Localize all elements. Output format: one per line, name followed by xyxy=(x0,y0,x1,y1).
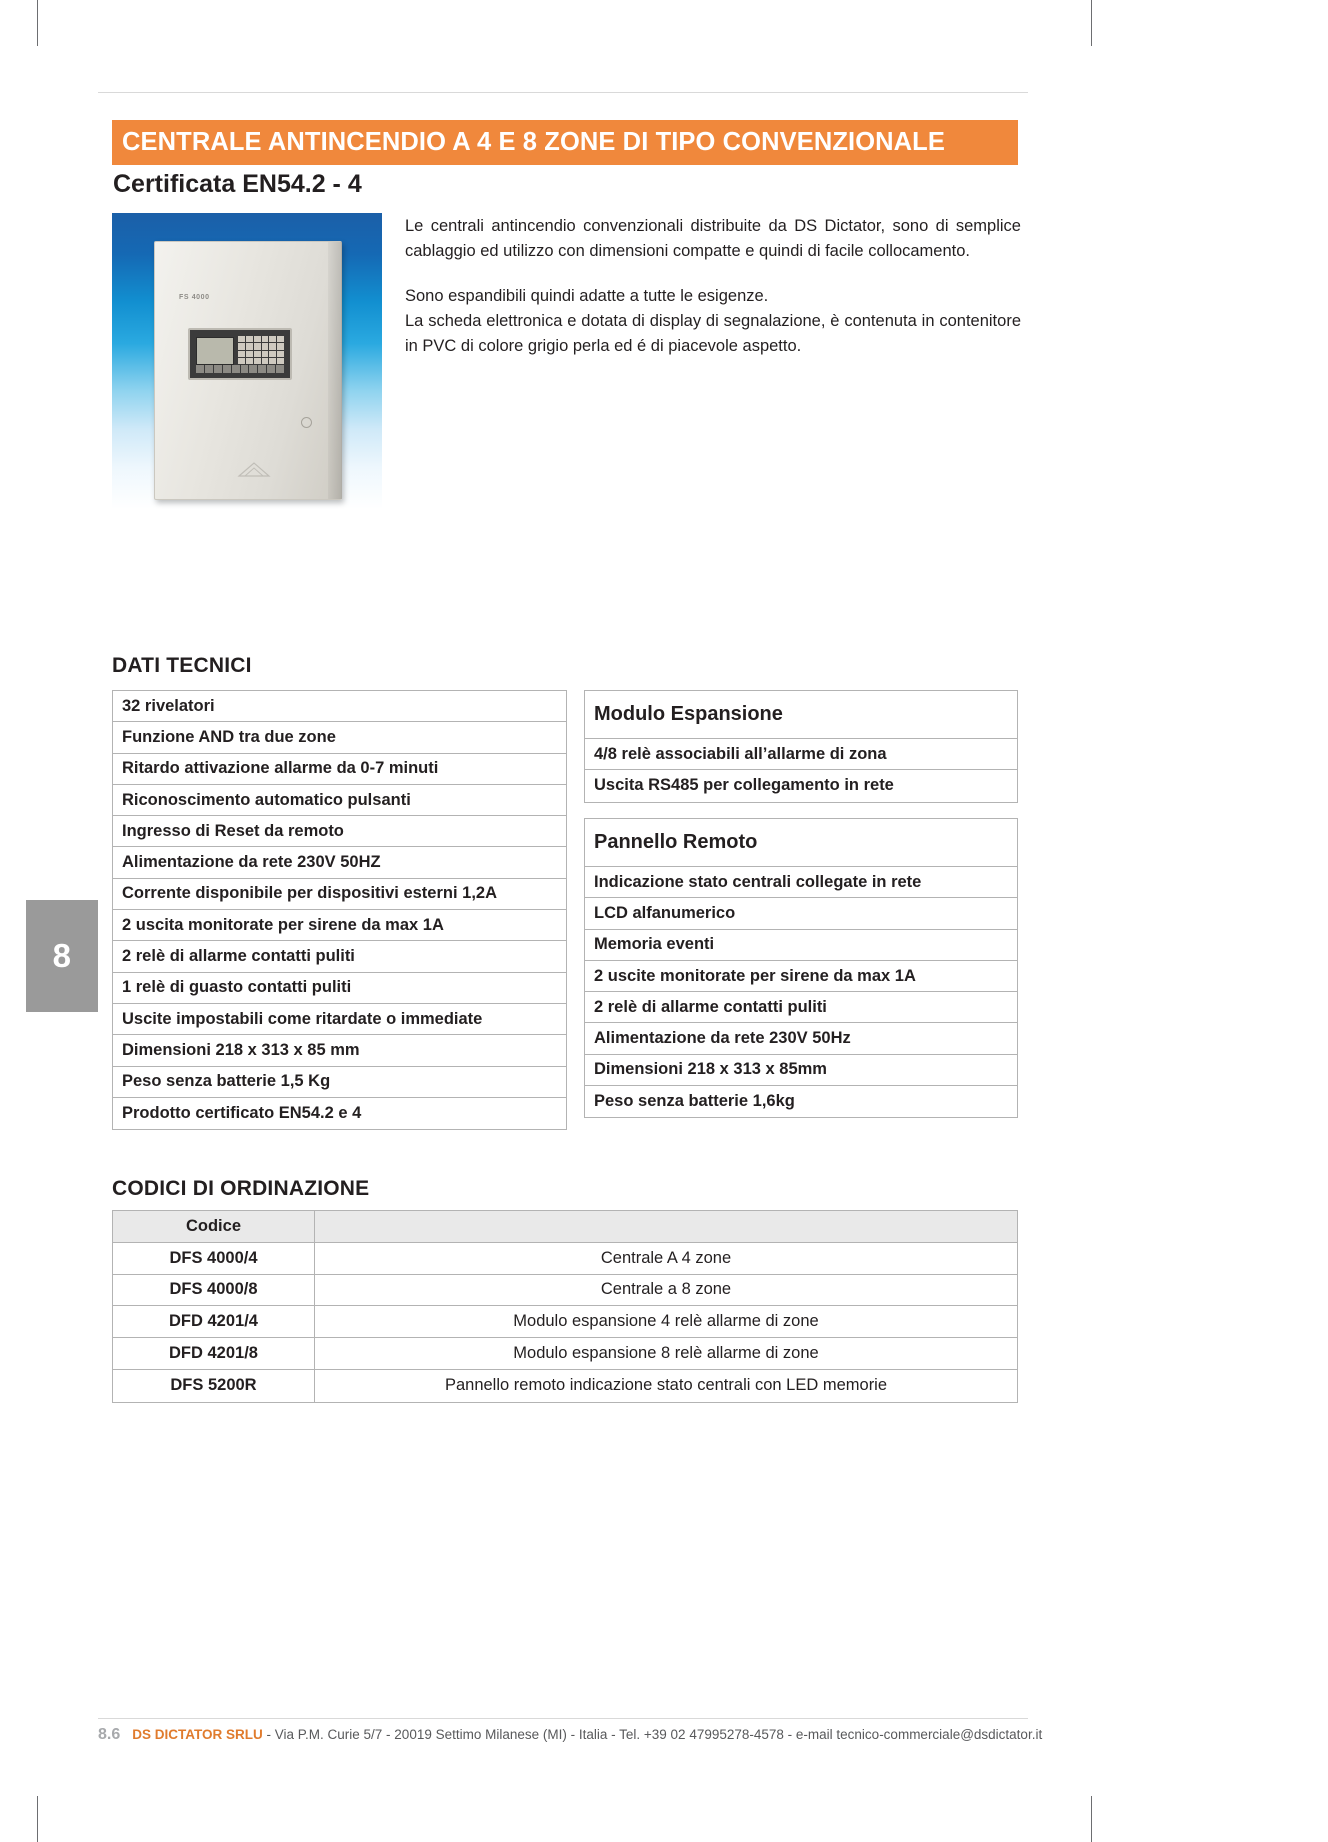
spec-item: Dimensioni 218 x 313 x 85mm xyxy=(594,1060,827,1079)
table-row xyxy=(113,691,566,722)
panel-brand-logo xyxy=(235,460,273,480)
description-cell: Centrale A 4 zone xyxy=(600,1248,732,1267)
description-paragraph-2: Sono espandibili quindi adatte a tutte le esigenze. xyxy=(405,287,769,305)
spec-item: 32 rivelatori xyxy=(122,696,215,715)
panel-lock-icon xyxy=(301,417,312,428)
table-row xyxy=(585,1023,1017,1054)
spec-item: 4/8 relè associabili all’allarme di zona xyxy=(594,744,887,763)
footer-address: - Via P.M. Curie 5/7 - 20019 Settimo Milanese (MI) - Italia - Tel. +39 02 47995278-4578 - e-mail tecnico-commerciale@dsdictator.it xyxy=(262,1727,1043,1742)
heading-codici-ordinazione: CODICI DI ORDINAZIONE xyxy=(112,1177,370,1200)
table-row xyxy=(585,961,1017,992)
page-number-tab xyxy=(26,900,98,1012)
code-cell: DFS 5200R xyxy=(113,1370,315,1402)
page-number: 8 xyxy=(52,937,72,974)
product-image xyxy=(112,213,382,509)
spec-item: Ingresso di Reset da remoto xyxy=(122,821,344,840)
spec-item: Peso senza batterie 1,6kg xyxy=(594,1092,795,1111)
table-row xyxy=(585,930,1017,961)
table-row xyxy=(113,816,566,847)
top-divider xyxy=(98,92,1028,93)
spec-item: 2 relè di allarme contatti puliti xyxy=(594,997,827,1016)
table-row xyxy=(585,1055,1017,1086)
spec-item: Funzione AND tra due zone xyxy=(122,727,336,746)
table-header-row xyxy=(585,819,1017,867)
code-cell: DFS 4000/8 xyxy=(113,1275,315,1306)
product-description xyxy=(405,214,1021,359)
code-cell: DFD 4201/8 xyxy=(113,1338,315,1369)
description-paragraph-1: Le centrali antincendio convenzionali distribuite da DS Dictator, sono di semplice cablaggio ed utilizzo con dimensioni compatte e quindi di facile collocamento. xyxy=(405,217,1021,260)
spec-item: 2 uscita monitorate per sirene da max 1A xyxy=(122,915,444,934)
crop-mark-top-right xyxy=(1091,0,1092,46)
column-header-descrizione xyxy=(315,1211,1017,1242)
spec-item: Memoria eventi xyxy=(594,935,715,954)
spec-item: Uscita RS485 per collegamento in rete xyxy=(594,776,894,795)
spec-item: Dimensioni 218 x 313 x 85 mm xyxy=(122,1040,360,1059)
table-row xyxy=(113,1004,566,1035)
spec-table-title: Modulo Espansione xyxy=(594,703,783,725)
table-row xyxy=(585,898,1017,929)
section-banner xyxy=(112,120,1018,165)
footer-company-name: DS DICTATOR SRLU xyxy=(132,1727,263,1742)
table-row xyxy=(113,1243,1017,1275)
ordering-codes-table xyxy=(112,1210,1018,1403)
panel-led-grid xyxy=(238,336,284,364)
panel-display-window xyxy=(188,328,292,380)
spec-item: Alimentazione da rete 230V 50HZ xyxy=(122,853,381,872)
crop-mark-bottom-left xyxy=(37,1796,38,1842)
table-row xyxy=(113,1338,1017,1370)
crop-mark-top-left xyxy=(37,0,38,46)
spec-table-modulo-espansione xyxy=(584,690,1018,803)
spec-item: Peso senza batterie 1,5 Kg xyxy=(122,1072,331,1091)
table-row xyxy=(585,867,1017,898)
spec-item: Uscite impostabili come ritardate o immediate xyxy=(122,1009,483,1028)
spec-item: 2 uscite monitorate per sirene da max 1A xyxy=(594,966,916,985)
description-cell: Modulo espansione 8 relè allarme di zone xyxy=(513,1344,819,1363)
column-header-codice: Codice xyxy=(113,1211,315,1242)
spec-item: 1 relè di guasto contatti puliti xyxy=(122,978,352,997)
table-row xyxy=(585,992,1017,1023)
spec-table-pannello-remoto xyxy=(584,818,1018,1118)
page-footer xyxy=(98,1726,1043,1744)
spec-item: Riconoscimento automatico pulsanti xyxy=(122,790,411,809)
spec-item: Prodotto certificato EN54.2 e 4 xyxy=(122,1104,362,1122)
spec-table-title: Pannello Remoto xyxy=(594,831,758,853)
table-row xyxy=(113,1275,1017,1307)
table-header-row xyxy=(585,691,1017,739)
spec-item: Indicazione stato centrali collegate in rete xyxy=(594,872,922,891)
table-row xyxy=(585,1086,1017,1117)
footer-page-label: 8.6 xyxy=(98,1726,121,1743)
footer-divider xyxy=(98,1718,1028,1719)
description-cell: Pannello remoto indicazione stato centrali con LED memorie xyxy=(444,1376,888,1395)
table-row xyxy=(585,739,1017,770)
table-row xyxy=(113,1098,566,1129)
spec-item: 2 relè di allarme contatti puliti xyxy=(122,947,355,966)
spec-table-main xyxy=(112,690,567,1130)
control-panel-illustration xyxy=(154,241,342,500)
table-row xyxy=(113,1306,1017,1338)
page-subtitle: Certificata EN54.2 - 4 xyxy=(113,170,362,198)
table-row xyxy=(113,754,566,785)
panel-model-label: FS 4000 xyxy=(179,294,210,301)
banner-title: CENTRALE ANTINCENDIO A 4 E 8 ZONE DI TIPO CONVENZIONALE xyxy=(122,128,945,156)
table-row xyxy=(113,973,566,1004)
table-row xyxy=(113,941,566,972)
table-row xyxy=(113,1035,566,1066)
code-cell: DFS 4000/4 xyxy=(113,1243,315,1274)
table-row xyxy=(113,785,566,816)
description-cell: Modulo espansione 4 relè allarme di zone xyxy=(513,1312,819,1331)
table-row xyxy=(113,847,566,878)
spec-item: Corrente disponibile per dispositivi esterni 1,2A xyxy=(122,884,498,903)
panel-lcd xyxy=(196,337,234,365)
code-cell: DFD 4201/4 xyxy=(113,1306,315,1337)
description-cell: Centrale a 8 zone xyxy=(600,1280,732,1299)
table-row xyxy=(113,1067,566,1098)
table-header-row xyxy=(113,1211,1017,1243)
table-row xyxy=(113,910,566,941)
table-row xyxy=(113,722,566,753)
panel-button-row xyxy=(196,365,284,373)
description-paragraph-3: La scheda elettronica e dotata di display di segnalazione, è contenuta in contenitore in PVC di colore grigio perla ed é di piacevole aspetto. xyxy=(405,312,1021,355)
heading-dati-tecnici: DATI TECNICI xyxy=(112,654,252,677)
crop-mark-bottom-right xyxy=(1091,1796,1092,1842)
table-row xyxy=(113,1370,1017,1402)
table-row xyxy=(113,879,566,910)
spec-item: Ritardo attivazione allarme da 0-7 minuti xyxy=(122,759,439,778)
spec-item: Alimentazione da rete 230V 50Hz xyxy=(594,1029,851,1048)
table-row xyxy=(585,770,1017,801)
spec-item: LCD alfanumerico xyxy=(594,903,736,922)
